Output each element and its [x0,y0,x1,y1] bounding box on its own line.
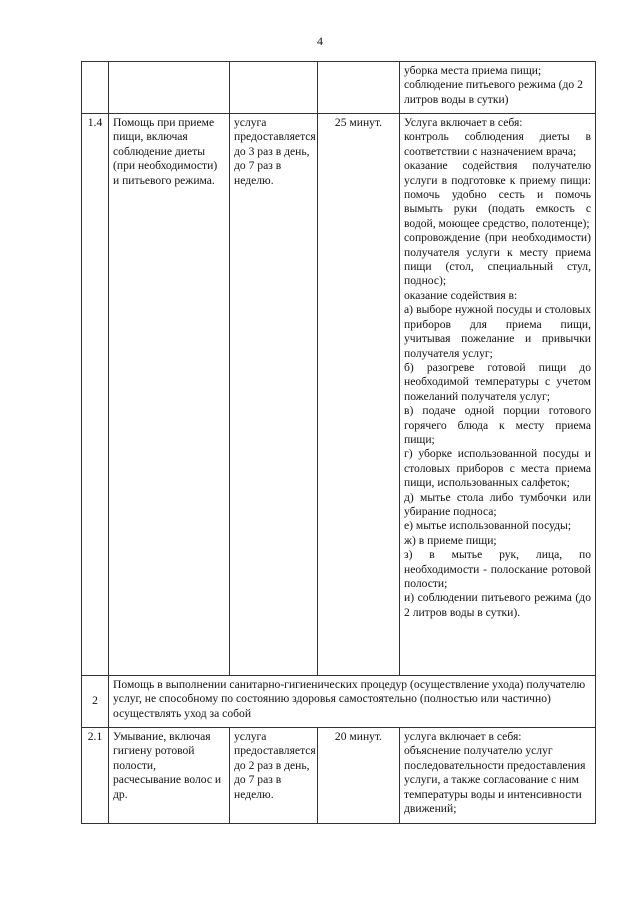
description-line: контроль соблюдения диеты в соответствии с назначением врача; [404,130,591,158]
description-line: и) соблюдении питьевого режима (до 2 литров воды в сутки). [404,591,591,619]
description-line: оказание содействия получателю услуги в подготовке к приему пищи: помочь удобно сесть и помочь вымыть руки (подать емкость с водой, моющее средство, полотенце); [404,159,591,230]
section-number: 2 [82,676,109,728]
description-line: соблюдение питьевого режима (до 2 литров воды в сутки) [404,78,583,106]
service-name: Помощь при приеме пищи, включая соблюдение диеты (при необходимости) и питьевого режима. [109,114,230,676]
cell-name [109,62,230,114]
service-time: 25 минут. [318,114,400,676]
description-line: услуга включает в себя: [404,730,522,743]
service-time: 20 минут. [318,728,400,824]
description-line: объяснение получателю услуг последовательности предоставления услуги, а также согласование с ним температуры воды и интенсивности движений; [404,744,586,816]
service-description [400,728,596,824]
table-row-continuation [82,62,596,114]
cell-description [400,62,596,114]
description-line: оказание содействия в: [404,288,518,302]
cell-frequency [230,62,318,114]
description-line: б) разогреве готовой пищи до необходимой температуры с учетом пожеланий получателя услуг; [404,360,591,403]
description-line: з) в мытье рук, лица, по необходимости - полоскание ротовой полости; [404,548,591,590]
description-line: ж) в приеме пищи; [404,533,497,547]
description-line: в) подаче одной порции готового горячего блюда к месту приема пищи; [404,404,591,446]
description-line: уборка места приема пищи; [404,64,542,77]
description-line: д) мытье стола либо тумбочки или убирание подноса; [404,490,591,518]
service-description [400,114,596,676]
table-row-2-1 [82,728,596,824]
service-name: Умывание, включая гигиену ротовой полости, расчесывание волос и др. [109,728,230,824]
description-line: сопровождение (при необходимости) получателя услуги к месту приема пищи (стол, специальный стул, поднос); [404,231,591,288]
service-frequency: услуга предоставляется до 3 раз в день, до 7 раз в неделю. [230,114,318,676]
section-title: Помощь в выполнении санитарно-гигиенических процедур (осуществление ухода) получателю услуг, не способному по состоянию здоровья самостоятельно (полностью или частично) осуществлять уход за собой [109,676,596,728]
table-row-1-4 [82,114,596,676]
cell-num [82,62,109,114]
cell-time [318,62,400,114]
row-number: 1.4 [82,114,109,676]
row-number: 2.1 [82,728,109,824]
service-frequency: услуга предоставляется до 2 раз в день, до 7 раз в неделю. [230,728,318,824]
table-row-section-2 [82,676,596,728]
description-line: г) уборке использованной посуды и столовых приборов с места приема пищи, использованных салфеток; [404,447,591,490]
description-line: е) мытье использованной посуды; [404,519,572,533]
page-number: 4 [317,34,323,48]
services-table [81,61,596,824]
description-line: Услуга включает в себя: [404,116,523,129]
description-line: а) выборе нужной посуды и столовых приборов для приема пищи, учитывая пожелание и привычки получателя услуг; [404,303,591,360]
